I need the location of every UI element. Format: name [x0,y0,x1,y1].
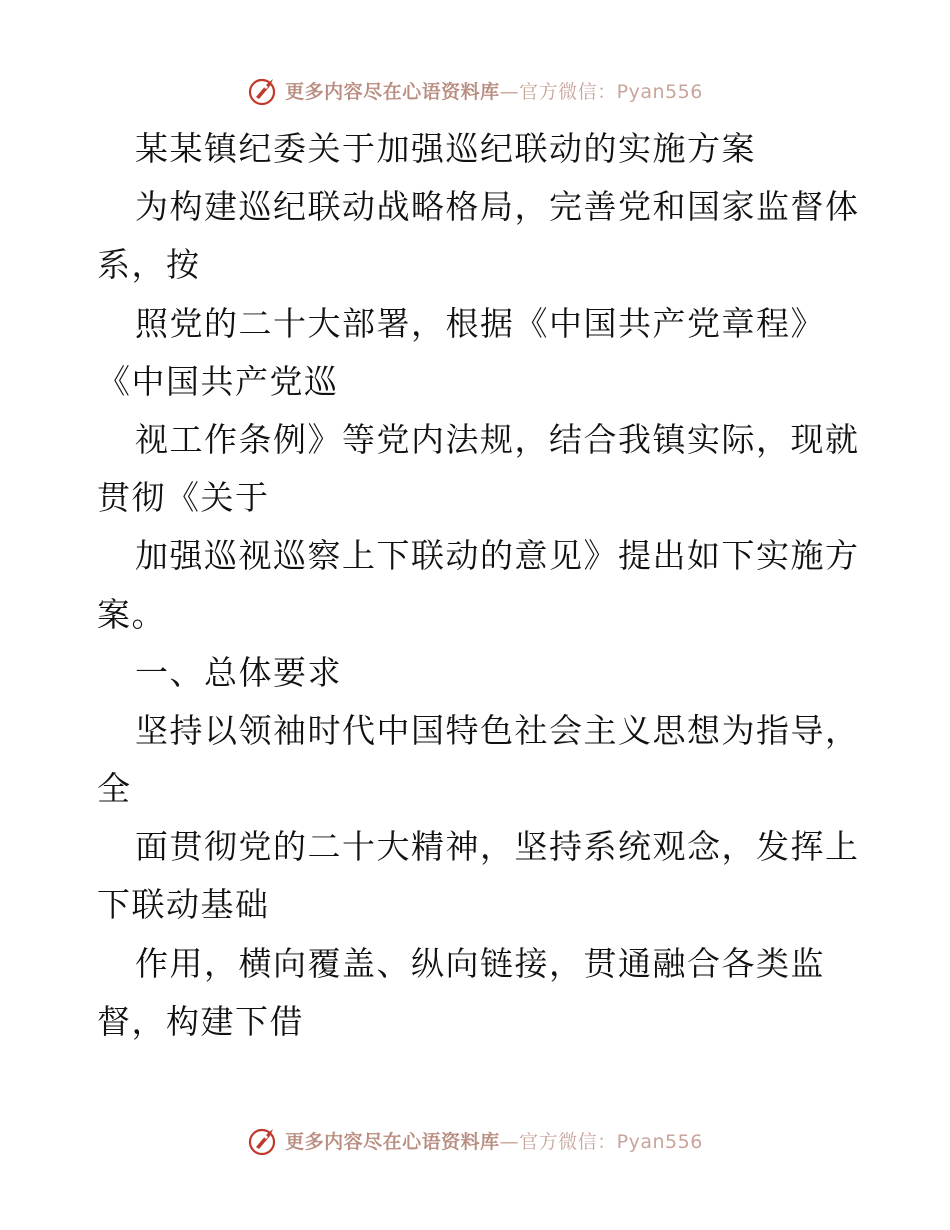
footer-watermark-banner [0,1120,950,1160]
pen-nib-logo-icon [247,1123,281,1157]
document-body [97,120,860,1051]
document-line: 督，构建下借 [97,1001,304,1041]
document-line: 《中国共产党巡 [97,361,339,401]
document-line: 照党的二十大部署，根据《中国共产党章程》 [135,303,825,343]
document-line: 贯彻《关于 [97,478,270,518]
document-line: 一、总体要求 [135,652,342,692]
header-watermark-banner [0,70,950,110]
pen-nib-logo-icon [247,73,281,107]
document-line: 案。 [97,594,166,634]
document-line: 坚持以领袖时代中国特色社会主义思想为指导， [135,710,860,750]
document-line: 为构建巡纪联动战略格局，完善党和国家监督体 [135,187,860,227]
document-line: 加强巡视巡察上下联动的意见》提出如下实施方 [135,536,860,576]
document-line: 下联动基础 [97,885,270,925]
document-line: 某某镇纪委关于加强巡纪联动的实施方案 [135,129,756,168]
document-line: 全 [97,769,132,809]
header-watermark-text: 更多内容尽在心语资料库—官方微信：Pyan556 [285,80,703,103]
footer-watermark-text: 更多内容尽在心语资料库—官方微信：Pyan556 [285,1130,703,1153]
document-line: 视工作条例》等党内法规，结合我镇实际，现就 [135,419,860,459]
document-line: 面贯彻党的二十大精神，坚持系统观念，发挥上 [135,827,860,867]
document-line: 作用，横向覆盖、纵向链接，贯通融合各类监 [135,943,825,983]
document-line: 系，按 [97,245,201,285]
